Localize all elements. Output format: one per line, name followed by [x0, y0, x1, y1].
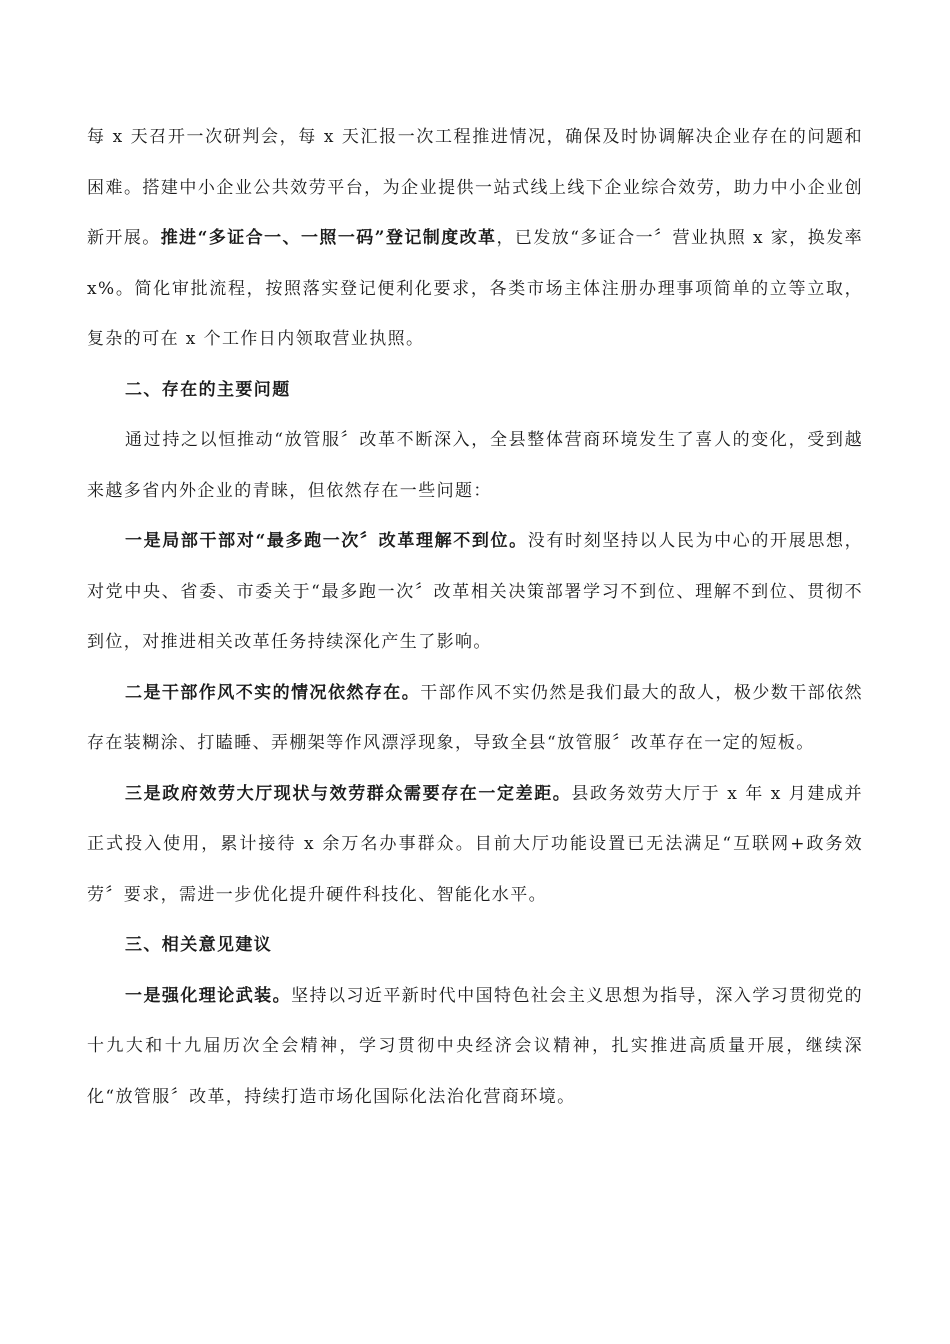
- paragraph-problem-three: [87, 769, 863, 921]
- paragraph-enterprise-service: [87, 112, 863, 365]
- section-heading-problems: 二、存在的主要问题: [125, 379, 291, 400]
- paragraph-problem-two: [87, 668, 863, 769]
- paragraph-text: 县政务效劳大厅于 x 年 x 月建成并正式投入使用，累计接待 x 余万名办事群众。目前大厅功能设置已无法满足“互联网+政务效劳〞要求，需进一步优化提升硬件科技化、智能化水平。: [87, 783, 863, 905]
- section-heading-suggestions: 三、相关意见建议: [125, 935, 273, 955]
- paragraph-text: ，已发放“多证合一〞营业执照 x 家，换发率 x%。简化审批流程，按照落实登记便利化要求，各类市场主体注册办理事项简单的立等立取，复杂的可在 x 个工作日内领取营业执照。: [87, 228, 863, 349]
- paragraph-bold-lead: 一是强化理论武装。: [125, 985, 292, 1006]
- paragraph-bold-lead: 推进“多证合一、一照一码”登记制度改革: [160, 228, 497, 248]
- paragraph-bold-lead: 二是干部作风不实的情况依然存在。: [125, 682, 421, 703]
- paragraph-text: 没有时刻坚持以人民为中心的开展思想，对党中央、省委、市委关于“最多跑一次〞改革相关决策部署学习不到位、理解不到位、贯彻不到位，对推进相关改革任务持续深化产生了影响。: [87, 531, 863, 652]
- paragraph-suggestion-one: [87, 971, 863, 1123]
- paragraph-problem-one: [87, 516, 863, 668]
- paragraph-text: 干部作风不实仍然是我们最大的敌人，极少数干部依然存在装糊涂、打瞌睡、弄棚架等作风漂浮现象，导致全县“放管服〞改革存在一定的短板。: [87, 682, 863, 753]
- paragraph-bold-lead: 三是政府效劳大厅现状与效劳群众需要存在一定差距。: [125, 783, 572, 804]
- paragraph-bold-lead: 一是局部干部对“最多跑一次〞改革理解不到位。: [125, 531, 528, 551]
- paragraph-problems-intro: 通过持之以恒推动“放管服〞改革不断深入，全县整体营商环境发生了喜人的变化，受到越来越多省内外企业的青睐，但依然存在一些问题：: [87, 430, 863, 501]
- paragraph-text: 每 x 天召开一次研判会，每 x 天汇报一次工程推进情况，确保及时协调解决企业存在的问题和困难。搭建中小企业公共效劳平台，为企业提供一站式线上线下企业综合效劳，助力中小企业创新开展。: [87, 127, 863, 248]
- document-page: [87, 112, 863, 1122]
- paragraph-text: 坚持以习近平新时代中国特色社会主义思想为指导，深入学习贯彻党的十九大和十九届历次全会精神，学习贯彻中央经济会议精神，扎实推进高质量开展，继续深化“放管服〞改革，持续打造市场化国际化法治化营商环境。: [87, 985, 863, 1107]
